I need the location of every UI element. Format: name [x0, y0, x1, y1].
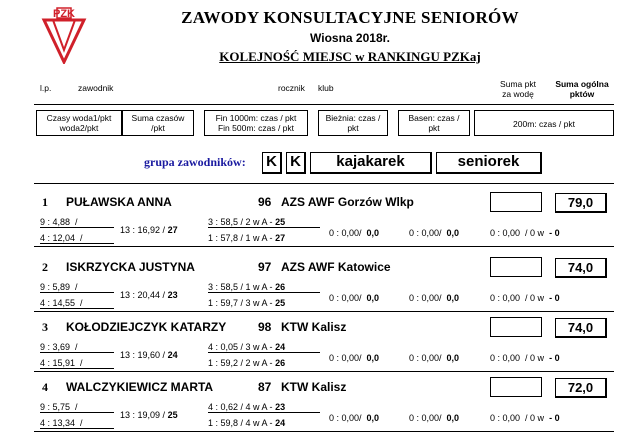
athlete-place: 4 [42, 380, 48, 394]
bieznia-result: 0 : 0,00/ 0,0 [329, 293, 380, 303]
header-divider [34, 104, 614, 105]
page-subtitle: Wiosna 2018r. [310, 31, 390, 45]
athlete-club: KTW Kalisz [281, 380, 347, 394]
water2-time: 4 : 13,34 / [40, 418, 114, 429]
fin1000-result: 3 : 58,5 / 1 w A - 26 [208, 282, 320, 293]
fin500-result: 1 : 59,2 / 2 w A - 26 [208, 358, 286, 368]
athlete-name: WALCZYKIEWICZ MARTA [66, 380, 214, 394]
m200-result: 0 : 0,00 / 0 w - 0 [490, 228, 560, 238]
athlete-year: 96 [258, 195, 272, 209]
total-points: 74,0 [555, 258, 607, 278]
basen-result: 0 : 0,00/ 0,0 [409, 413, 460, 423]
m200-result: 0 : 0,00 / 0 w - 0 [490, 413, 560, 423]
col-suma-czasow: Suma czasów /pkt [122, 110, 194, 136]
bieznia-result: 0 : 0,00/ 0,0 [329, 413, 380, 423]
fin500-result: 1 : 59,7 / 3 w A - 25 [208, 298, 286, 308]
athlete-place: 2 [42, 260, 48, 274]
water-points-box [490, 317, 542, 337]
group-type: kajakarek [310, 152, 432, 174]
water1-time: 9 : 5,89 / [40, 282, 114, 293]
total-points: 74,0 [555, 318, 607, 338]
page-title: ZAWODY KONSULTACYJNE SENIORÓW [181, 8, 519, 27]
col-lp: l.p. [40, 83, 52, 93]
fin1000-result: 4 : 0,62 / 4 w A - 23 [208, 402, 320, 413]
col-200m: 200m: czas / pkt [474, 110, 614, 136]
water2-time: 4 : 12,04 / [40, 233, 114, 244]
athlete-place: 1 [42, 195, 48, 209]
ranking-title: KOLEJNOŚĆ MIEJSC w RANKINGU PZKaj [219, 49, 481, 64]
m200-result: 0 : 0,00 / 0 w - 0 [490, 293, 560, 303]
athlete-divider [34, 246, 614, 247]
fin1000-result: 4 : 0,05 / 3 w A - 24 [208, 342, 320, 353]
athlete-place: 3 [42, 320, 48, 334]
athlete-name: ISKRZYCKA JUSTYNA [66, 260, 195, 274]
basen-result: 0 : 0,00/ 0,0 [409, 293, 460, 303]
water2-time: 4 : 15,91 / [40, 358, 114, 369]
water-points-box [490, 377, 542, 397]
athlete-club: AZS AWF Gorzów Wlkp [281, 195, 414, 209]
water-points-box [490, 257, 542, 277]
sum-time: 13 : 16,92 / 27 [120, 225, 178, 235]
col-suma-ogolna: Suma ogólna pktów [555, 79, 609, 99]
group-divider [34, 183, 614, 184]
col-zawodnik: zawodnik [78, 83, 114, 93]
water-points-box [490, 192, 542, 212]
water1-time: 9 : 5,75 / [40, 402, 114, 413]
col-basen: Basen: czas / pkt [398, 110, 470, 136]
group-k2: K [286, 152, 306, 174]
m200-result: 0 : 0,00 / 0 w - 0 [490, 353, 560, 363]
sum-time: 13 : 19,09 / 25 [120, 410, 178, 420]
water1-time: 9 : 3,69 / [40, 342, 114, 353]
athlete-name: KOŁODZIEJCZYK KATARZY [66, 320, 227, 334]
svg-text:PZK: PZK [53, 8, 75, 20]
sum-time: 13 : 19,60 / 24 [120, 350, 178, 360]
athlete-year: 87 [258, 380, 272, 394]
bieznia-result: 0 : 0,00/ 0,0 [329, 353, 380, 363]
sum-time: 13 : 20,44 / 23 [120, 290, 178, 300]
col-klub: klub [318, 83, 334, 93]
water2-time: 4 : 14,55 / [40, 298, 114, 309]
fin500-result: 1 : 57,8 / 1 w A - 27 [208, 233, 286, 243]
basen-result: 0 : 0,00/ 0,0 [409, 353, 460, 363]
group-k1: K [262, 152, 282, 174]
basen-result: 0 : 0,00/ 0,0 [409, 228, 460, 238]
col-czasy: Czasy woda1/pkt woda2/pkt [36, 110, 122, 136]
water1-time: 9 : 4,88 / [40, 217, 114, 228]
athlete-divider [34, 311, 614, 312]
col-fin: Fin 1000m: czas / pkt Fin 500m: czas / pkt [204, 110, 308, 136]
athlete-divider [34, 431, 614, 432]
athlete-name: PUŁAWSKA ANNA [66, 195, 172, 209]
group-age: seniorek [436, 152, 542, 174]
col-suma-pkt: Suma pkt za wodę [500, 79, 536, 99]
fin1000-result: 3 : 58,5 / 2 w A - 25 [208, 217, 320, 228]
total-points: 72,0 [555, 378, 607, 398]
col-rocznik: rocznik [278, 83, 305, 93]
athlete-club: KTW Kalisz [281, 320, 347, 334]
bieznia-result: 0 : 0,00/ 0,0 [329, 228, 380, 238]
total-points: 79,0 [555, 193, 607, 213]
group-label: grupa zawodników: [144, 155, 246, 169]
athlete-year: 98 [258, 320, 272, 334]
fin500-result: 1 : 59,8 / 4 w A - 24 [208, 418, 286, 428]
athlete-club: AZS AWF Katowice [281, 260, 391, 274]
athlete-year: 97 [258, 260, 272, 274]
athlete-divider [34, 371, 614, 372]
col-bieznia: Bieżnia: czas / pkt [318, 110, 388, 136]
